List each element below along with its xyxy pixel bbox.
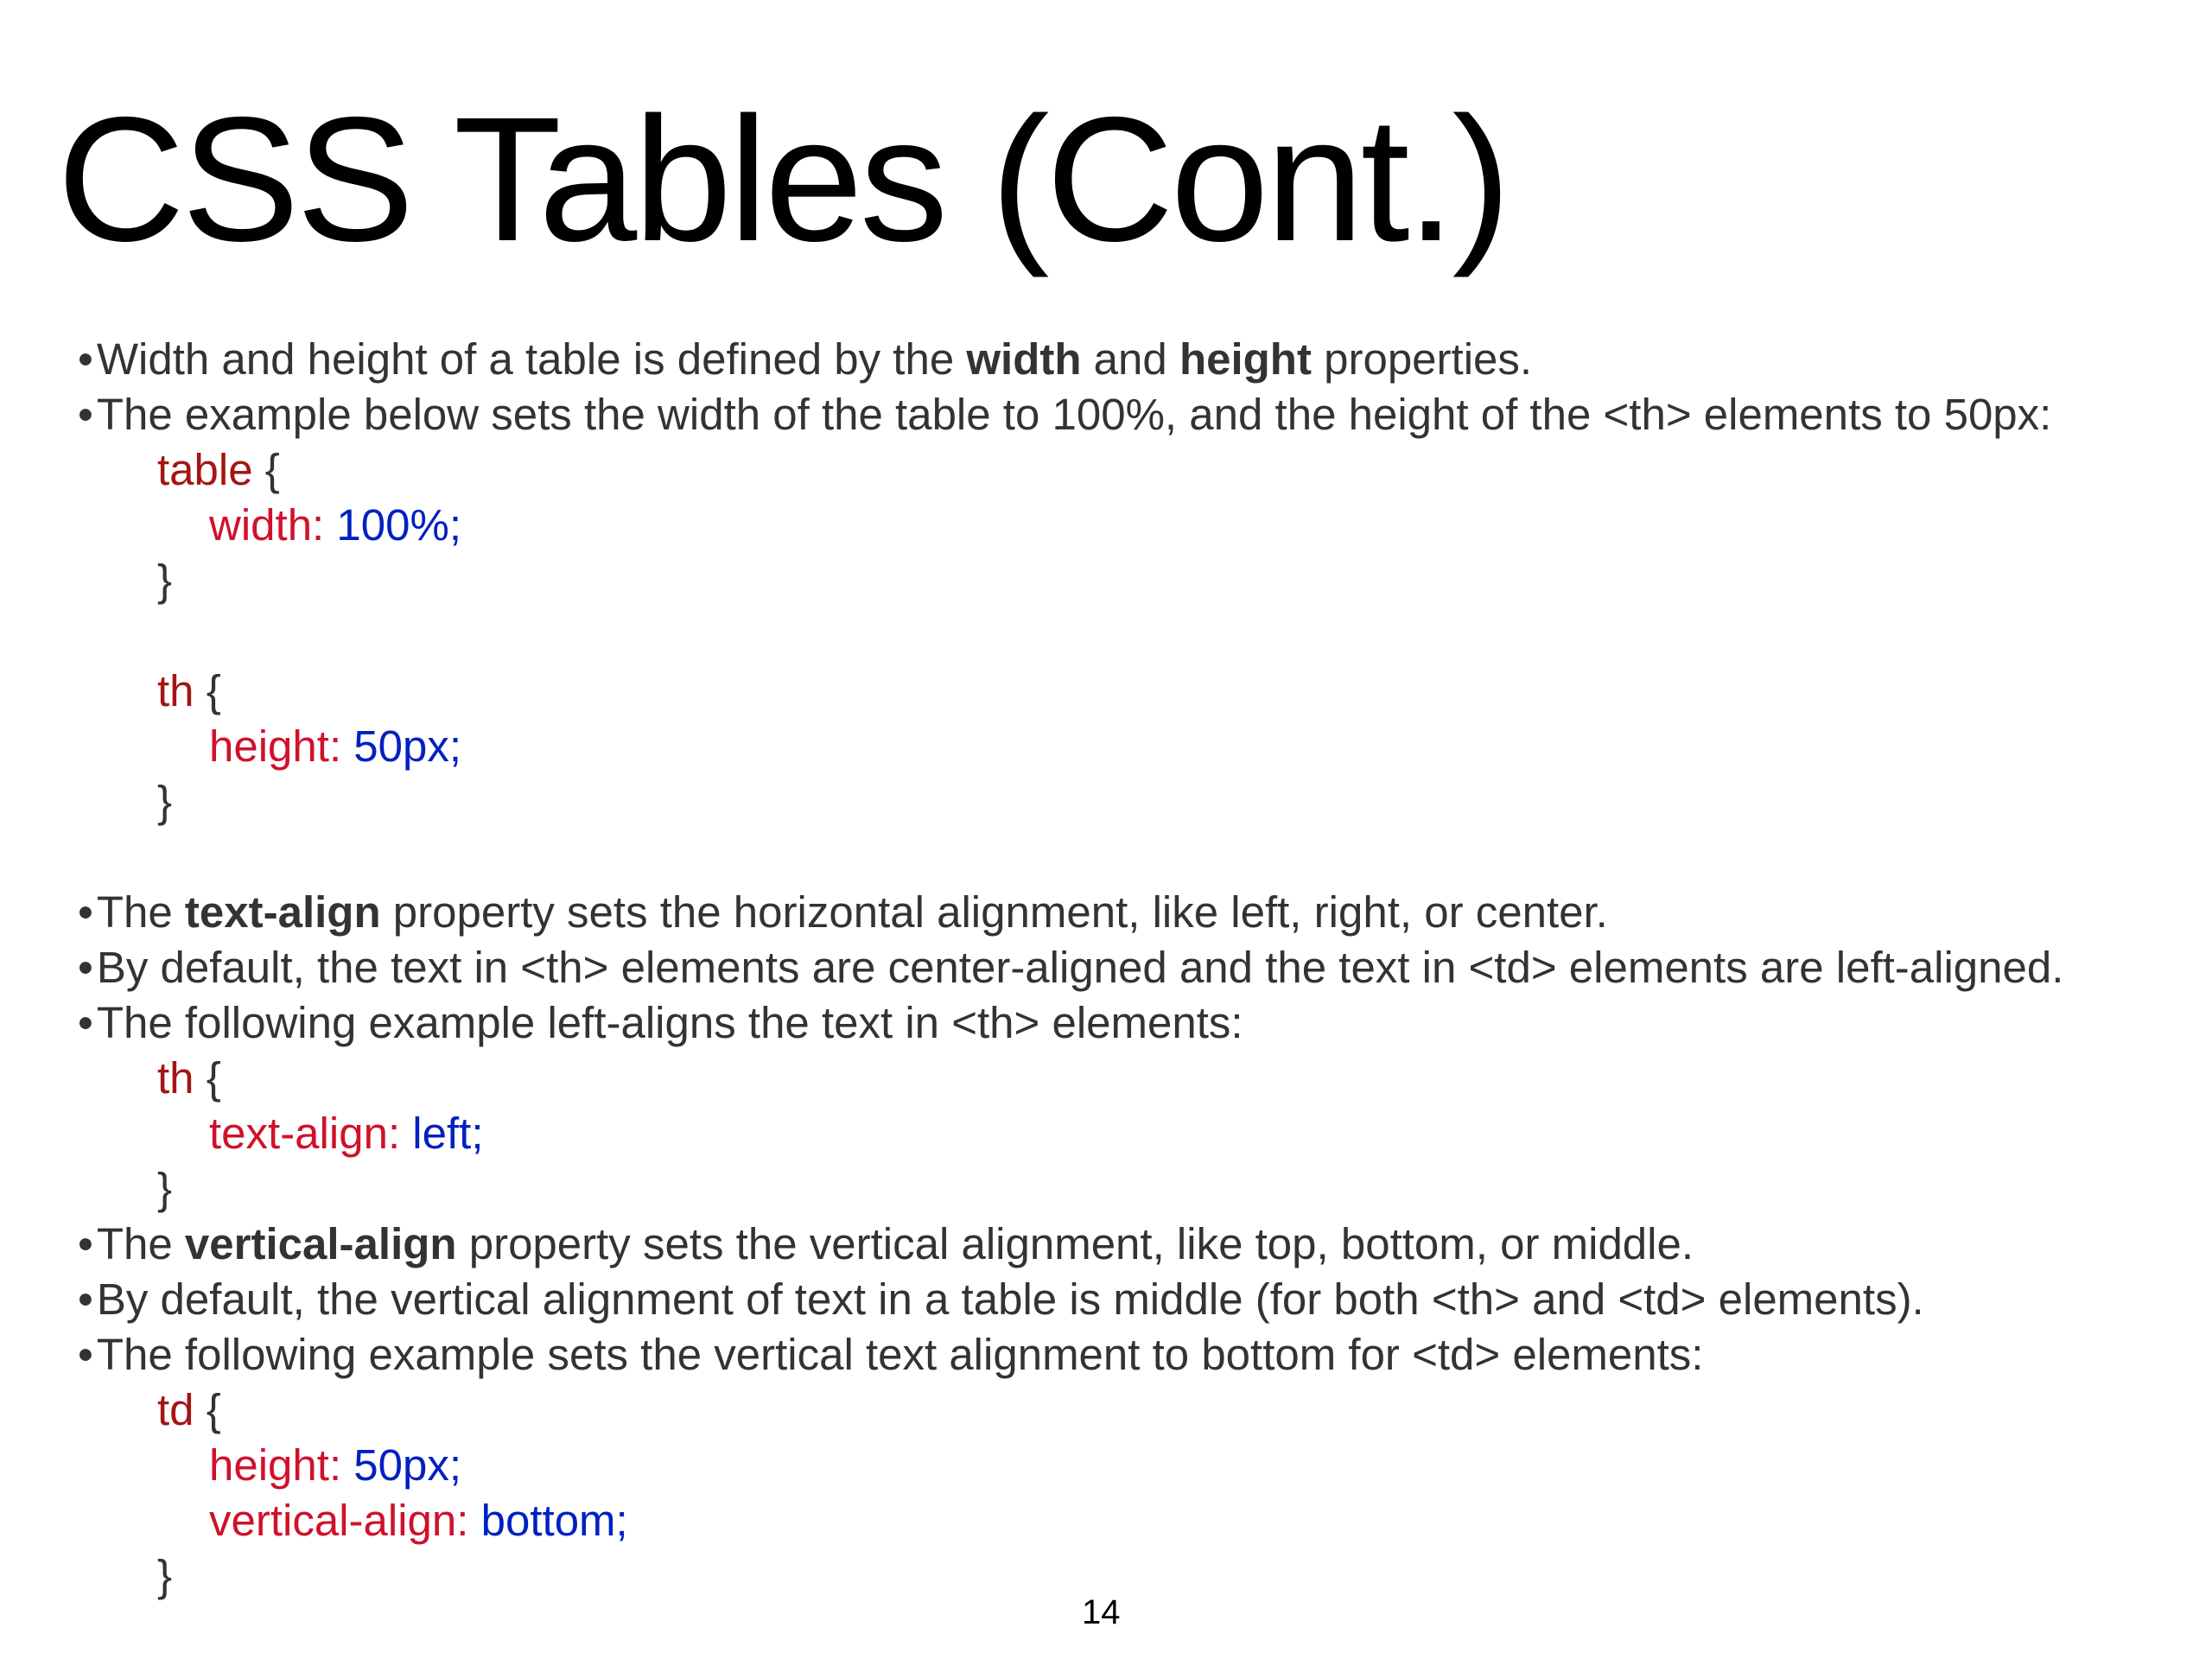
css-selector: th	[157, 1053, 194, 1103]
keyword-vertical-align: vertical-align	[184, 1219, 457, 1268]
code-line: td {	[157, 1385, 221, 1434]
bullet-default-vertical: • By default, the vertical alignment of text in a table is middle (for both <th> and <td> elements).	[78, 1272, 2186, 1327]
css-property: height:	[209, 1440, 354, 1490]
code-line: table {	[157, 445, 280, 494]
css-value: bottom;	[480, 1496, 628, 1545]
code-line	[78, 1106, 2186, 1161]
css-value: 50px;	[353, 1440, 462, 1490]
bullet-default-alignment: • By default, the text in <th> elements are center-aligned and the text in <td> elements are left-aligned.	[78, 940, 2186, 995]
spacer	[78, 830, 2186, 885]
code-line: }	[157, 556, 173, 605]
bullet-width-height: • Width and height of a table is defined by the width and height properties.	[78, 332, 2186, 387]
bullet-example-width: • The example below sets the width of the table to 100%, and the height of the <th> elements to 50px:	[78, 387, 2186, 442]
slide-title: CSS Tables (Cont.)	[57, 80, 1508, 278]
css-selector: td	[157, 1385, 194, 1434]
css-value: left;	[412, 1109, 484, 1158]
css-property: text-align:	[209, 1109, 413, 1158]
page-number: 14	[1082, 1593, 1121, 1631]
code-line	[78, 719, 2186, 774]
css-property: vertical-align:	[209, 1496, 481, 1545]
code-line: }	[157, 777, 173, 826]
css-selector: th	[157, 666, 194, 715]
code-line: }	[157, 1164, 173, 1213]
code-line: th {	[157, 666, 221, 715]
css-selector: table	[157, 445, 253, 494]
keyword-width: width	[966, 334, 1082, 384]
bullet-text-align: • The text-align property sets the horizontal alignment, like left, right, or center.	[78, 885, 2186, 940]
slide-content	[78, 332, 2186, 1604]
css-property: height:	[209, 721, 354, 771]
code-line	[78, 1438, 2186, 1493]
bullet-bottom-example: • The following example sets the vertical text alignment to bottom for <td> elements:	[78, 1327, 2186, 1382]
bullet-left-align-example: • The following example left-aligns the text in <th> elements:	[78, 995, 2186, 1051]
code-line	[78, 1493, 2186, 1548]
spacer	[78, 608, 2186, 664]
css-value: 100%;	[336, 500, 462, 550]
bullet-vertical-align: • The vertical-align property sets the vertical alignment, like top, bottom, or middle.	[78, 1217, 2186, 1272]
code-line: th {	[157, 1053, 221, 1103]
keyword-height: height	[1179, 334, 1312, 384]
code-line	[78, 498, 2186, 553]
css-property: width:	[209, 500, 337, 550]
code-line: }	[157, 1551, 173, 1600]
keyword-text-align: text-align	[184, 887, 381, 937]
css-value: 50px;	[353, 721, 462, 771]
